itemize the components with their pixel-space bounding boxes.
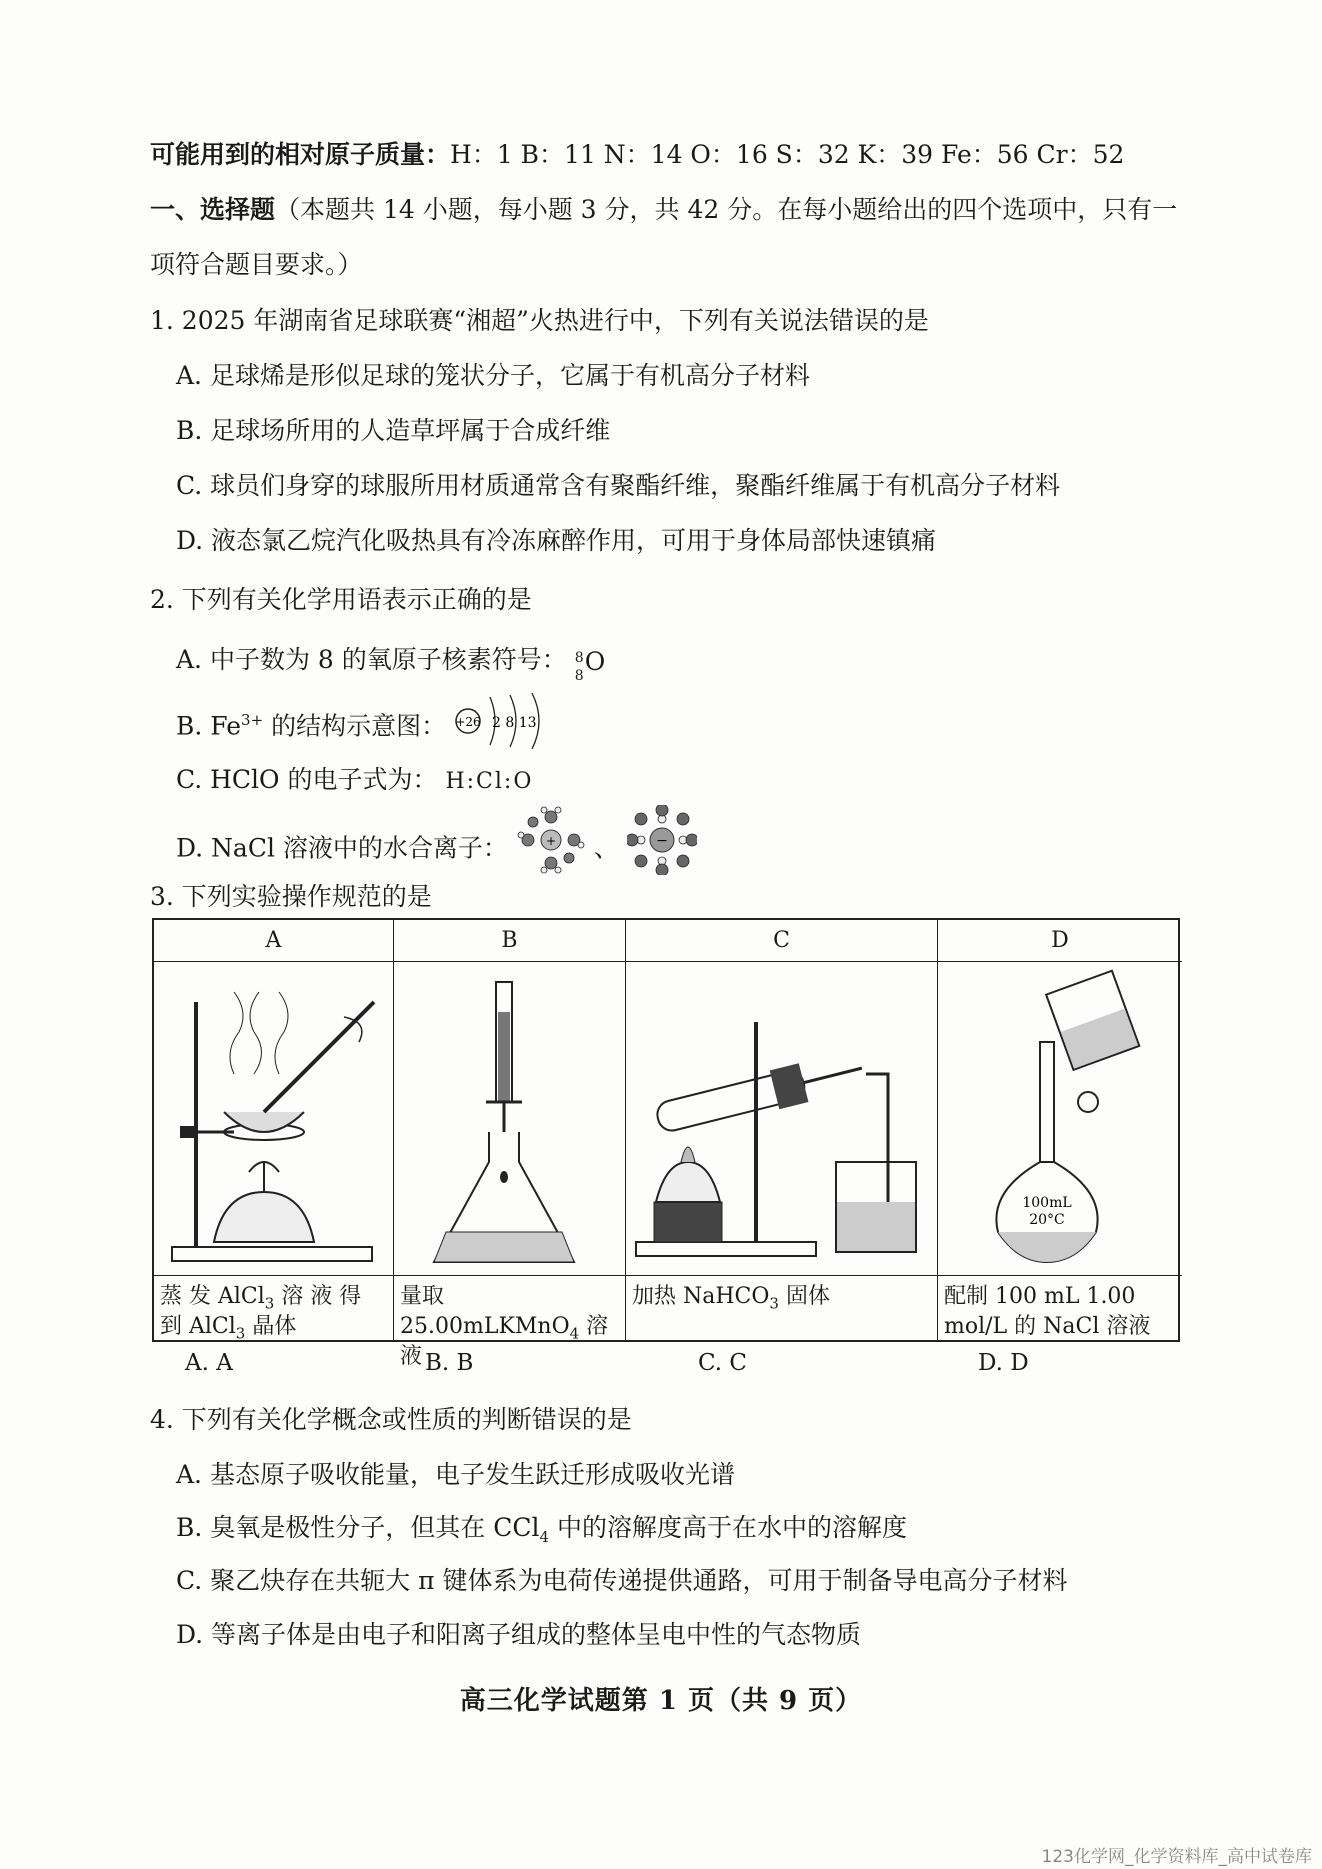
- q4-b-post: 中的溶解度高于在水中的溶解度: [549, 1513, 907, 1542]
- q4-option-b: [176, 1513, 907, 1546]
- q4-stem: 4. 下列有关化学概念或性质的判断错误的是: [150, 1405, 632, 1434]
- q4-option-c: C. 聚乙炔存在共轭大 π 键体系为电荷传递提供通路，可用于制备导电高分子材料: [176, 1566, 1068, 1595]
- q2-d-separator: 、: [593, 833, 619, 863]
- col-d-figure: [938, 962, 1182, 1276]
- q3-answer-c: C. C: [698, 1350, 747, 1376]
- q2-c-text: C. HClO 的电子式为：: [176, 765, 438, 794]
- col-b-figure: [394, 962, 625, 1276]
- section-title: 一、选择题: [150, 195, 276, 224]
- q1-option-a: A. 足球烯是形似足球的笼状分子，它属于有机高分子材料: [176, 361, 810, 390]
- q3-answer-a: A. A: [185, 1350, 233, 1376]
- col-c-head: C: [626, 920, 937, 962]
- q4-option-a: A. 基态原子吸收能量，电子发生跃迁形成吸收光谱: [176, 1460, 735, 1489]
- hydrated-anion-icon: [627, 805, 697, 875]
- volumetric-flask-apparatus: [938, 962, 1180, 1274]
- svg-text:+: +: [545, 834, 556, 848]
- section-heading: [150, 195, 1177, 225]
- burette-apparatus: [394, 962, 624, 1274]
- hydrated-cation-icon: [516, 805, 586, 875]
- flask-volume-label: 100mL: [1022, 1195, 1072, 1211]
- flask-temp-label: 20°C: [1029, 1212, 1065, 1228]
- q2-option-d: [176, 825, 697, 875]
- q2-d-text: D. NaCl 溶液中的水合离子：: [176, 833, 508, 863]
- experiment-col-d: [938, 920, 1182, 1340]
- q4-b-sub: 4: [539, 1528, 550, 1546]
- q2-stem: 2. 下列有关化学用语表示正确的是: [150, 585, 532, 614]
- col-d-caption: 配制 100 mL 1.00 mol/L 的 NaCl 溶液: [944, 1284, 1151, 1339]
- q2-b-charge: 3+: [241, 711, 264, 730]
- atomic-mass-line: [150, 140, 1124, 170]
- col-a-caption: 蒸 发 AlCl$_3$ 溶 液 得 到 AlCl$_3$ 晶体: [160, 1284, 362, 1343]
- col-c-figure: [626, 962, 937, 1276]
- q2-option-a: [176, 645, 607, 684]
- col-a-head: A: [154, 920, 393, 962]
- q3-answer-b: B. B: [425, 1350, 474, 1376]
- col-a-figure: [154, 962, 393, 1276]
- evaporation-apparatus: [154, 962, 392, 1274]
- q4-b-pre: B. 臭氧是极性分子，但其在 CCl: [176, 1513, 540, 1542]
- experiment-col-c: [626, 920, 938, 1340]
- q2-a-text: A. 中子数为 8 的氧原子核素符号：: [176, 645, 567, 674]
- q1-option-c: C. 球员们身穿的球服所用材质通常含有聚酯纤维，聚酯纤维属于有机高分子材料: [176, 471, 1061, 500]
- col-d-head: D: [938, 920, 1182, 962]
- atomic-mass-label: 可能用到的相对原子质量：: [150, 140, 451, 169]
- q1-option-d: D. 液态氯乙烷汽化吸热具有冷冻麻醉作用，可用于身体局部快速镇痛: [176, 526, 937, 555]
- q2-option-b: [176, 705, 564, 751]
- col-b-caption: 量取 25.00mLKMnO$_4$ 溶液: [400, 1284, 609, 1369]
- atom-structure-diagram: [454, 691, 564, 751]
- q4-option-d: D. 等离子体是由电子和阳离子组成的整体呈电中性的气态物质: [176, 1620, 862, 1649]
- q1-stem: 1. 2025 年湖南省足球联赛“湘超”火热进行中，下列有关说法错误的是: [150, 306, 929, 335]
- section-desc-1: （本题共 14 小题，每小题 3 分，共 42 分。在每小题给出的四个选项中，只有一: [275, 195, 1178, 224]
- q3-stem: 3. 下列实验操作规范的是: [150, 882, 432, 911]
- q1-option-b: B. 足球场所用的人造草坪属于合成纤维: [176, 416, 611, 445]
- col-b-head: B: [394, 920, 625, 962]
- q2-b-prefix: B. Fe: [176, 711, 242, 741]
- q3-answer-d: D. D: [978, 1350, 1029, 1376]
- experiment-col-a: [154, 920, 394, 1343]
- shell-electrons: 2 8 13: [492, 715, 537, 731]
- nuclide-symbol: [574, 646, 607, 684]
- electron-formula: H:Cl:O: [445, 769, 534, 794]
- nucleus-label: +26: [455, 715, 481, 729]
- nuclide-mass: 8: [574, 649, 584, 666]
- page-footer: 高三化学试题第 1 页（共 9 页）: [459, 1686, 863, 1716]
- section-desc-2: 项符合题目要求。）: [150, 250, 363, 279]
- nuclide-atomic-number: 8: [574, 667, 584, 684]
- heating-apparatus: [626, 962, 936, 1274]
- atomic-mass-values: H：1 B：11 N：14 O：16 S：32 K：39 Fe：56 Cr：52: [450, 140, 1125, 169]
- nuclide-element: O: [584, 646, 606, 676]
- svg-text:−: −: [655, 833, 668, 849]
- col-c-caption: 加热 NaHCO$_3$ 固体: [632, 1284, 830, 1313]
- q2-b-suffix: 的结构示意图：: [263, 711, 447, 741]
- q2-option-c: [176, 765, 533, 797]
- watermark: 123化学网_化学资料库_高中试卷库: [1041, 1847, 1312, 1867]
